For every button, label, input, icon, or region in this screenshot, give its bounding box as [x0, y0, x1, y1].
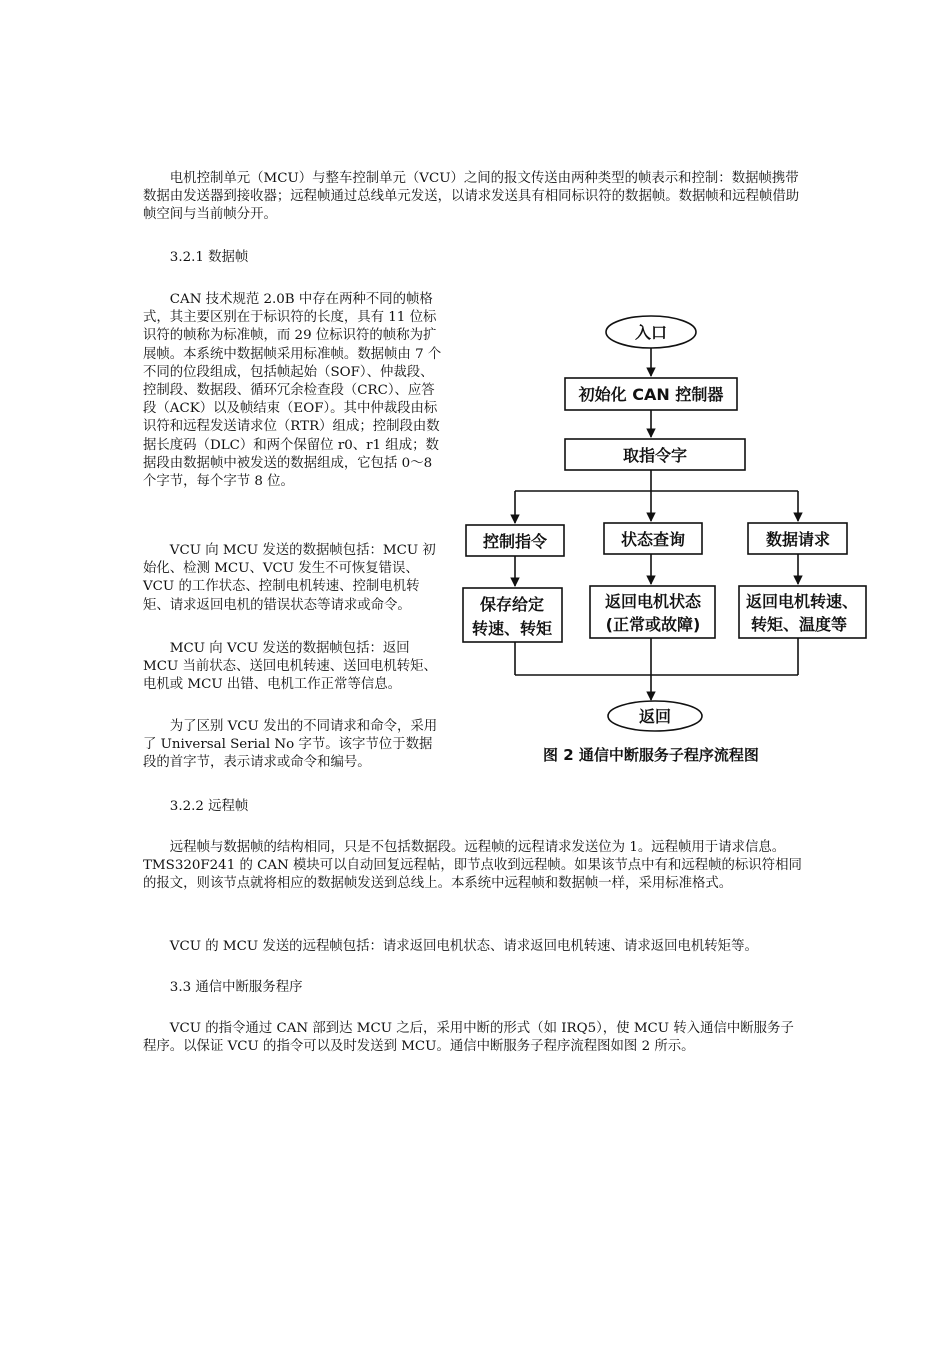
- usn-paragraph: 为了区别 VCU 发出的不同请求和命令，采用了 Universal Serial No 字节。该字节位于数据段的首字节，表示请求或命令和编号。: [143, 719, 438, 771]
- figure-caption: 图 2 通信中断服务子程序流程图: [543, 746, 759, 764]
- flow-init-label: 初始化 CAN 控制器: [578, 385, 724, 404]
- section-heading-interrupt: 3.3 通信中断服务程序: [169, 980, 303, 995]
- flow-return-status-label-2: (正常或故障): [605, 615, 701, 634]
- flow-data-label: 数据请求: [765, 530, 831, 549]
- flow-return-data-label-2: 转矩、温度等: [750, 615, 848, 634]
- flow-fetch-label: 取指令字: [622, 446, 688, 465]
- mcu-to-vcu-paragraph: MCU 向 VCU 发送的数据帧包括：返回 MCU 当前状态、送回电机转速、送回电机转矩、电机或 MCU 出错、电机工作正常等信息。: [143, 641, 437, 693]
- interrupt-paragraph: VCU 的指令通过 CAN 部到达 MCU 之后，采用中断的形式（如 IRQ5），使 MCU 转入通信中断服务子程序。以保证 VCU 的指令可以及时发送到 MCU。通信中断服务子程序流程图如图 2 所示。: [143, 1021, 794, 1055]
- intro-paragraph: 电机控制单元（MCU）与整车控制单元（VCU）之间的报文传送由两种类型的帧表示和控制：数据帧携带数据由发送器到接收器；远程帧通过总线单元发送，以请求发送具有相同标识符的数据帧。数据帧和远程帧借助帧空间与当前帧分开。: [143, 171, 800, 223]
- can-spec-paragraph: CAN 技术规范 2.0B 中存在两种不同的帧格式，其主要区别在于标识符的长度，具有 11 位标识符的帧称为标准帧，而 29 位标识符的帧称为扩展帧。本系统中数据帧采用标准帧。数据帧由 7 个不同的位段组成，包括帧起始（SOF）、仲裁段、控制段、数据段、循环冗余检查段（CRC）、应答段（ACK）以及帧结束（EOF）。其中仲裁段由标识符和远程发送请求位（RTR）组成；控制段由数据长度码（DLC）和两个保留位 r0、r1 组成；数据段由数据帧中被发送的数据组成，它包括 0～8 个字节，每个字节 8 位。: [143, 292, 442, 490]
- flow-return-status-label-1: 返回电机状态: [604, 592, 702, 611]
- remote-frame-paragraph: 远程帧与数据帧的结构相同，只是不包括数据段。远程帧的远程请求发送位为 1。远程帧用于请求信息。TMS320F241 的 CAN 模块可以自动回复远程帖，即节点收到远程帧。如果该节点中有和远程帧的标识符相同的报文，则该节点就将相应的数据帧发送到总线上。本系统中远程帧和数据帧一样，采用标准格式。: [143, 840, 802, 892]
- flow-return-data-label-1: 返回电机转速、: [745, 592, 859, 611]
- flowchart-figure: [458, 305, 870, 769]
- vcu-to-mcu-paragraph: VCU 向 MCU 发送的数据帧包括：MCU 初始化、检测 MCU、VCU 发生不可恢复错误、VCU 的工作状态、控制电机转速、控制电机转矩、请求返回电机的错误状态等请求或命令。: [143, 543, 436, 613]
- flow-entry-label: 入口: [634, 323, 668, 342]
- flow-control-label: 控制指令: [482, 532, 548, 551]
- flow-status-label: 状态查询: [620, 530, 686, 549]
- flow-save-label-2: 转速、转矩: [471, 619, 553, 638]
- section-heading-remote-frame: 3.2.2 远程帧: [169, 799, 249, 814]
- vcu-remote-paragraph: VCU 的 MCU 发送的远程帧包括：请求返回电机状态、请求返回电机转速、请求返回电机转矩等。: [169, 939, 758, 954]
- section-heading-data-frame: 3.2.1 数据帧: [169, 250, 249, 265]
- flow-return-label: 返回: [638, 707, 672, 726]
- flow-save-label-1: 保存给定: [479, 595, 545, 614]
